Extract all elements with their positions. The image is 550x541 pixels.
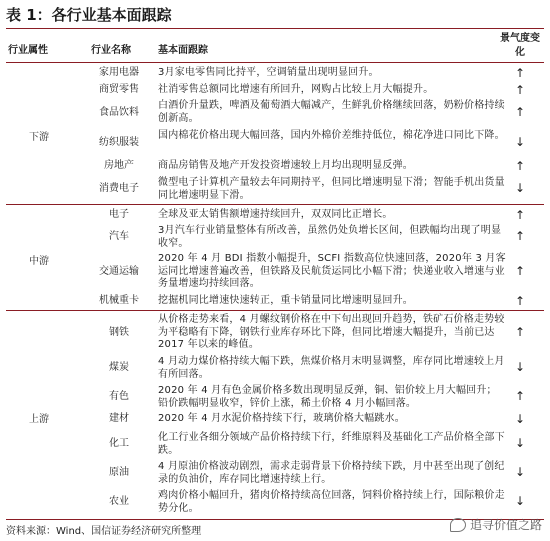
trend-arrow-icon: ↑: [514, 208, 526, 222]
trend-arrow-icon: ↓: [514, 181, 526, 195]
industry-name: 食品饮料: [99, 107, 139, 118]
trend-arrow-icon: ↑: [514, 105, 526, 119]
industry-name: 煤炭: [109, 362, 129, 373]
industry-desc: 化工行业各细分领域产品价格持续下行，纤维原料及基础化工产品价格全部下跌。: [158, 432, 505, 456]
trend-arrow-icon: ↓: [514, 360, 526, 374]
industry-desc: 2020 年 4 月有色金属价格多数出现明显反弹，铜、铝价较上月大幅回升；铅价跌幅明显收窄，锌价上涨，稀土价格 4 月小幅回落。: [158, 385, 497, 409]
industry-name: 商贸零售: [99, 84, 139, 95]
table-header: [6, 31, 544, 61]
industry-desc: 微型电子计算机产量较去年同期持平，但同比增速明显下滑；智能手机出货量同比增速明显下滑。: [158, 177, 505, 201]
industry-name: 消费电子: [99, 183, 139, 194]
industry-name: 建材: [109, 413, 129, 424]
watermark: [450, 516, 542, 533]
industry-desc: 全球及亚太销售额增速持续回升，双双同比正增长。: [158, 209, 393, 220]
industry-desc: 社消零售总额同比增速有所回升，网购占比较上月大幅提升。: [158, 84, 434, 95]
trend-arrow-icon: ↑: [514, 294, 526, 308]
header-sector-type: 行业属性: [8, 45, 48, 56]
table-title: 表 1：各行业基本面跟踪: [6, 6, 172, 24]
header-trend: 景气度变化: [500, 33, 540, 58]
industry-desc: 3月家电零售同比持平，空调销量出现明显回升。: [158, 67, 379, 78]
industry-desc: 4 月原油价格波动剧烈，需求走弱背景下价格持续下跌，月中甚至出现了创纪录的负油价，库存同比增速持续上行。: [158, 461, 505, 485]
industry-desc: 商品房销售及地产开发投资增速较上月均出现明显反弹。: [158, 160, 413, 171]
header-fundamentals: 基本面跟踪: [158, 45, 208, 56]
industry-desc: 2020 年 4 月水泥价格持续下行，玻璃价格大幅跳水。: [158, 413, 405, 424]
header-industry-name: 行业名称: [91, 45, 131, 56]
industry-name: 纺织服装: [99, 137, 139, 148]
industry-name: 原油: [109, 467, 129, 478]
industry-desc: 挖掘机同比增速快速转正，重卡销量同比增速明显回升。: [158, 295, 413, 306]
title-rule: [6, 28, 544, 29]
industry-desc: 白酒价升量跌，啤酒及葡萄酒大幅减产，生鲜乳价格继续回落，奶粉价格持续创新高。: [158, 100, 505, 124]
group-divider-2: [6, 310, 544, 311]
industry-name: 农业: [109, 496, 129, 507]
industry-desc: 从价格走势来看，4 月螺纹钢价格在中下旬出现回升趋势，铁矿石价格走势较为平稳略有下降，钢铁行业库存环比下降，但同比增速大幅提升，当前已达 2017 年以来的峰值。: [158, 314, 505, 350]
industry-desc: 2020 年 4 月 BDI 指数小幅提升，SCFI 指数高位快速回落，2020年 3 月客运同比增速普遍改善，但铁路及民航货运同比小幅下滑；快递业收入增速与业务量增速均持续回落。: [158, 253, 506, 289]
industry-name: 家用电器: [99, 67, 139, 78]
sector-downstream: 下游: [29, 132, 49, 143]
trend-arrow-icon: ↓: [514, 494, 526, 508]
sector-midstream: 中游: [29, 256, 49, 267]
industry-desc: 国内棉花价格出现大幅回落，国内外棉价差维持低位，棉花净进口同比下降。: [158, 130, 505, 141]
industry-desc: 3月汽车行业销量整体有所改善，虽然仍处负增长区间，但跌幅均出现了明显收窄。: [158, 225, 502, 249]
source-note: 资料来源：Wind、国信证券经济研究所整理: [6, 526, 202, 537]
trend-arrow-icon: ↑: [514, 325, 526, 339]
industry-name: 交通运输: [99, 266, 139, 277]
trend-arrow-icon: ↓: [514, 465, 526, 479]
group-divider-1: [6, 204, 544, 205]
wechat-icon: [450, 518, 466, 532]
industry-name: 化工: [109, 438, 129, 449]
industry-desc: 4 月动力煤价格持续大幅下跌，焦煤价格月末明显调整，库存同比增速较上月有所回落。: [158, 356, 505, 380]
trend-arrow-icon: ↑: [514, 83, 526, 97]
industry-name: 机械重卡: [99, 295, 139, 306]
industry-name: 电子: [109, 209, 129, 220]
trend-arrow-icon: ↓: [514, 436, 526, 450]
industry-desc: 鸡肉价格小幅回升，猪肉价格持续高位回落，饲料价格持续上行，国际粮价走势分化。: [158, 490, 505, 514]
trend-arrow-icon: ↓: [514, 412, 526, 426]
industry-name: 汽车: [109, 231, 129, 242]
watermark-text: 追寻价值之路: [469, 518, 542, 532]
header-rule: [6, 62, 544, 63]
trend-arrow-icon: ↑: [514, 66, 526, 80]
sector-upstream: 上游: [29, 414, 49, 425]
trend-arrow-icon: ↑: [514, 264, 526, 278]
industry-name: 房地产: [104, 160, 134, 171]
trend-arrow-icon: ↑: [514, 229, 526, 243]
trend-arrow-icon: ↑: [514, 389, 526, 403]
industry-name: 钢铁: [109, 327, 129, 338]
industry-name: 有色: [109, 391, 129, 402]
trend-arrow-icon: ↑: [514, 159, 526, 173]
trend-arrow-icon: ↓: [514, 135, 526, 149]
